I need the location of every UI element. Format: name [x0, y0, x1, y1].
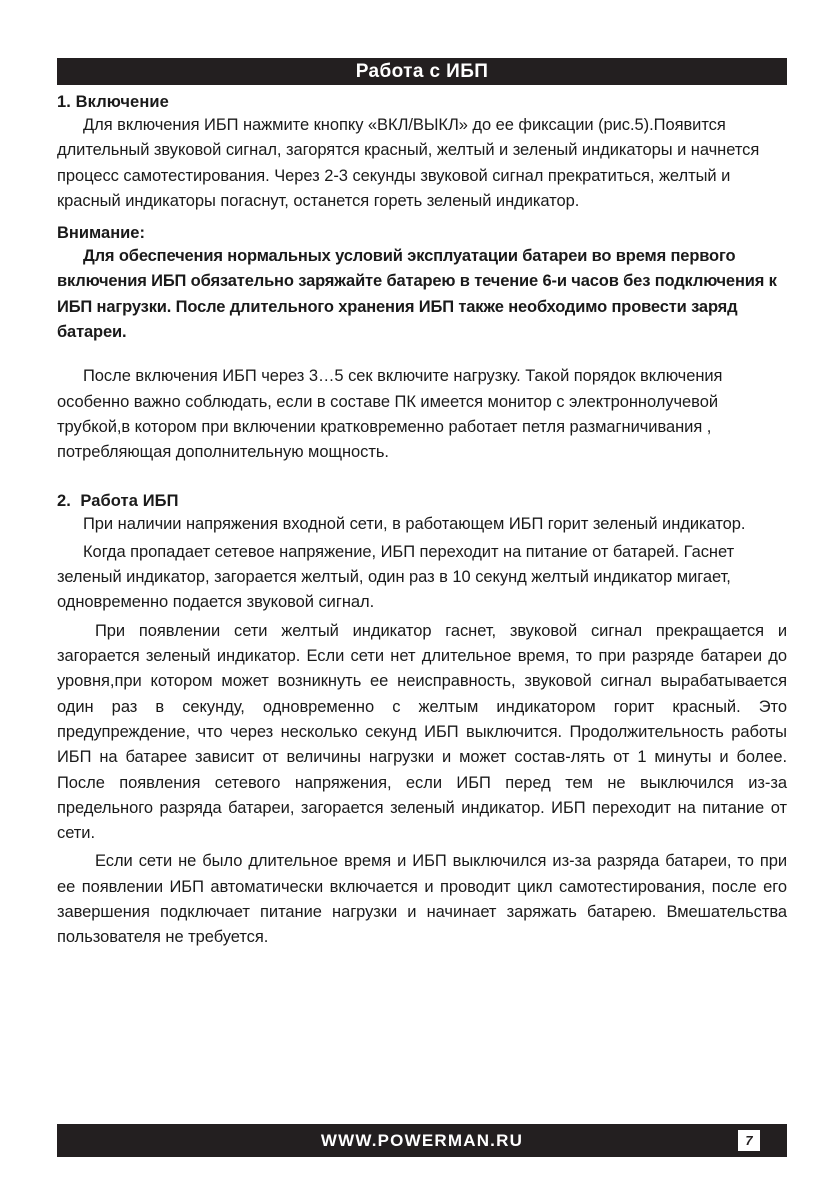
- attention-label: Внимание:: [57, 224, 145, 243]
- page-title: Работа с ИБП: [355, 61, 489, 82]
- paragraph-after-attention: После включения ИБП через 3…5 сек включите нагрузку. Такой порядок включения особенно важно соблюдать, если в составе ПК имеется монитор с электроннолучевой трубкой,в котором при включении кратковременно работает петля размагничивания , потребляющая дополнительную мощность.: [57, 367, 723, 462]
- page-footer: [57, 1124, 787, 1157]
- section-heading-2: 2. Работа ИБП: [57, 491, 179, 510]
- footer-website-url: WWW.POWERMAN.RU: [320, 1131, 524, 1150]
- page-number: 7: [738, 1130, 760, 1151]
- section-2-paragraph-4: Если сети не было длительное время и ИБП выключился из-за разряда батареи, то при ее появлении ИБП автоматически включается и проводит цикл самотестирования, после его завершения подключает питание нагрузки и начинает заряжать батарею. Вмешательства пользователя не требуется.: [57, 852, 787, 947]
- section-2-paragraph-3: При появлении сети желтый индикатор гаснет, звуковой сигнал прекращается и загорается зеленый индикатор. Если сети нет длительное время, то при разряде батареи до уровня,при котором может возникнуть ее неисправность, звуковой сигнал вырабатывается один раз в секунду, одновременно с желтым индикатором горит красный. Это предупреждение, что через несколько секунд ИБП выключится. Продолжительность работы ИБП на батарее зависит от величины нагрузки и может состав-лять от 1 минуты и более. После появления сетевого напряжения, если ИБП перед тем не выключился из-за предельного разряда батареи, загорается зеленый индикатор. ИБП переходит на питание от сети.: [57, 621, 787, 843]
- page-title-banner: [57, 58, 787, 85]
- section-heading-1: 1. Включение: [57, 93, 169, 111]
- section-2-paragraph-2: Когда пропадает сетевое напряжение, ИБП переходит на питание от батарей. Гаснет зеленый индикатор, загорается желтый, один раз в 10 секунд желтый индикатор мигает, одновременно подается звуковой сигнал.: [57, 542, 735, 612]
- section-1-paragraph-1: Для включения ИБП нажмите кнопку «ВКЛ/ВЫКЛ» до ее фиксации (рис.5).Появится длительный звуковой сигнал, загорятся красный, желтый и зеленый индикаторы и начнется процесс самотестирования. Через 2-3 секунды звуковой сигнал прекратиться, желтый и красный индикаторы погаснут, останется гореть зеленый индикатор.: [57, 116, 760, 210]
- page-content: [57, 58, 787, 951]
- section-2-paragraph-1: При наличии напряжения входной сети, в работающем ИБП горит зеленый индикатор.: [83, 514, 746, 533]
- attention-text: Для обеспечения нормальных условий эксплуатации батареи во время первого включения ИБП обязательно заряжайте батарею в течение 6-и часов без подключения к ИБП нагрузки. После длительного хранения ИБП также необходимо провести заряд батареи.: [57, 247, 777, 342]
